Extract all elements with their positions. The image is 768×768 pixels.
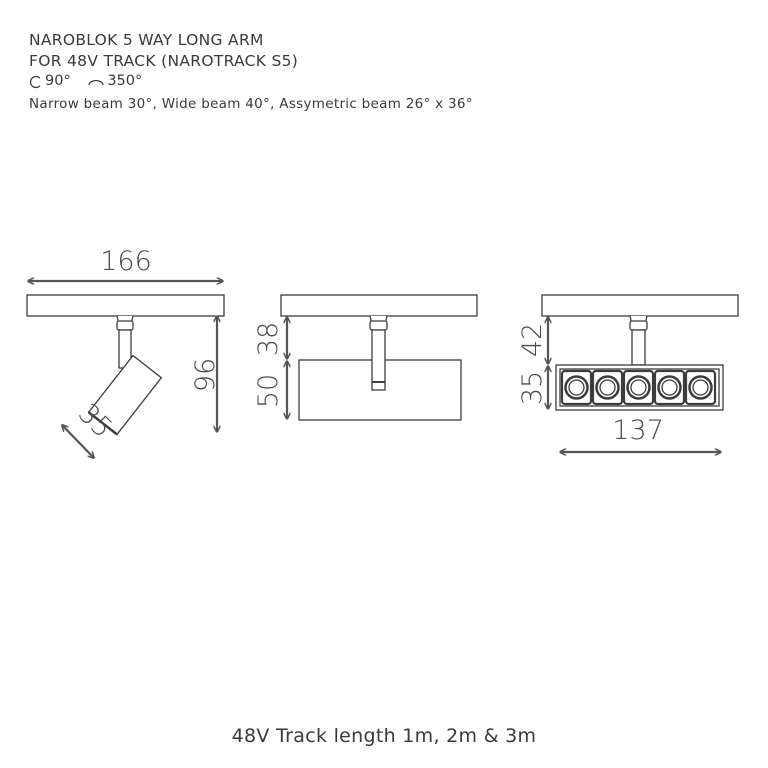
beam-options: Narrow beam 30°, Wide beam 40°, Assymetric beam 26° x 36° [29,95,473,112]
bottom-joint [630,321,647,330]
product-subtitle: FOR 48V TRACK (NAROTRACK S5) [29,52,299,70]
lens-array [562,371,715,404]
rotation-value: 350° [107,73,143,89]
side-width-label: 166 [100,246,152,277]
front-view [281,295,477,420]
front-body-label: 50 [253,373,284,409]
bottom-body-label: 35 [517,370,548,406]
product-title: NAROBLOK 5 WAY LONG ARM [29,31,264,49]
front-arm-label: 38 [253,321,284,357]
bottom-arm-label: 42 [517,322,548,358]
tilt-value: 90° [45,73,71,89]
front-track [281,295,477,316]
bottom-track [542,295,738,316]
side-joint [117,321,133,330]
bottom-length-label: 137 [612,415,664,446]
front-joint [370,321,387,330]
side-height-label: 96 [190,357,221,393]
head-size-label: 35 [71,397,119,445]
side-track [27,295,224,316]
bottom-arm [632,330,645,365]
track-length-note: 48V Track length 1m, 2m & 3m [231,725,537,747]
